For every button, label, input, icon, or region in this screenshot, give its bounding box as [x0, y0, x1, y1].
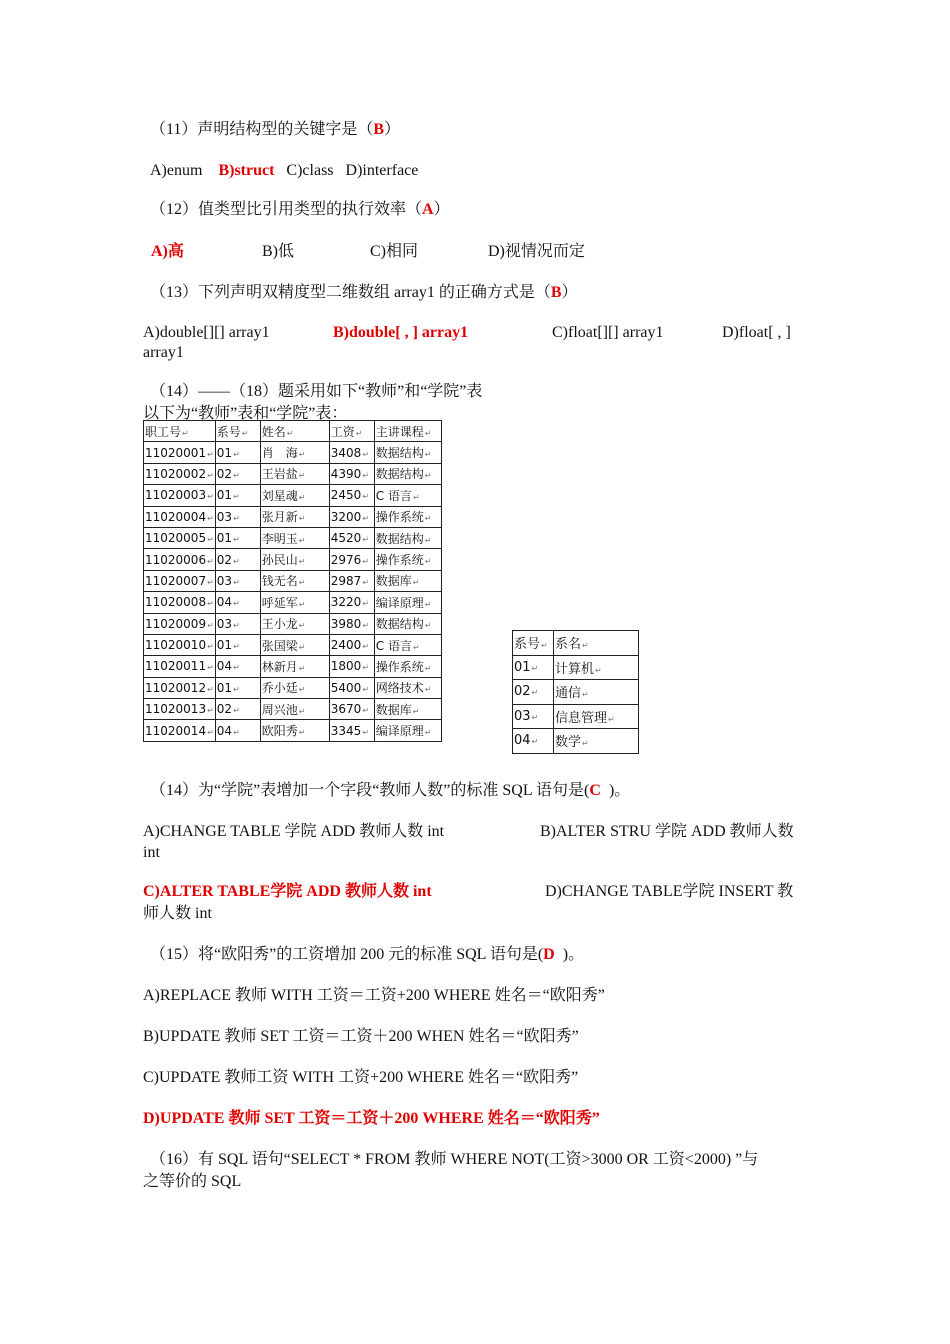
teacher_table-cell: 11020004 ↵ [144, 506, 216, 527]
teacher_table-row [144, 463, 442, 484]
teacher_table-cell: 李明玉 ↵ [260, 527, 329, 548]
q15-option-b: B)UPDATE 教师 SET 工资＝工资＋200 WHEN 姓名＝“欧阳秀” [143, 1028, 579, 1045]
teacher_table-cell: 02 ↵ [215, 463, 260, 484]
teacher_table-row [144, 720, 442, 741]
teacher_table-cell: 张月新 ↵ [260, 506, 329, 527]
teacher_table-cell: 网络技术 ↵ [374, 677, 441, 698]
teacher_table-cell: 周兴池 ↵ [260, 699, 329, 720]
college_table-cell: 计算机 ↵ [554, 655, 639, 680]
teacher_table-cell: 3408 ↵ [329, 442, 374, 463]
teacher_table-row [144, 592, 442, 613]
teacher_table-cell: 数据结构 ↵ [374, 613, 441, 634]
teacher_table-cell: 肖 海 ↵ [260, 442, 329, 463]
intro-line1: （14）——（18）题采用如下“教师”和“学院”表 [150, 383, 483, 400]
teacher_table-row [144, 442, 442, 463]
teacher_table-cell: 03 ↵ [215, 506, 260, 527]
teacher_table-cell: 11020002 ↵ [144, 463, 216, 484]
college_table-cell: 01 ↵ [513, 655, 554, 680]
college_table-header-cell: 系名 ↵ [554, 631, 639, 656]
college_table-row [513, 704, 639, 729]
q16-line2: 之等价的 SQL [143, 1173, 242, 1190]
teacher_table-cell: 编译原理 ↵ [374, 592, 441, 613]
teacher_table-cell: 王岩盐 ↵ [260, 463, 329, 484]
intro-line2: 以下为“教师”表和“学院”表： [143, 405, 348, 422]
teacher_table-cell: 03 ↵ [215, 570, 260, 591]
teacher_table-cell: 数据结构 ↵ [374, 527, 441, 548]
q14-option-a: A)CHANGE TABLE 学院 ADD 教师人数 int [143, 823, 445, 840]
teacher_table-cell: 操作系统 ↵ [374, 506, 441, 527]
q13-option-b: B)double[ , ] array1 [333, 324, 469, 341]
teacher_table-cell: 11020008 ↵ [144, 592, 216, 613]
teacher_table-cell: 刘星魂 ↵ [260, 485, 329, 506]
teacher_table-cell: 11020005 ↵ [144, 527, 216, 548]
q15-option-c: C)UPDATE 教师工资 WITH 工资+200 WHERE 姓名＝“欧阳秀” [143, 1069, 579, 1086]
teacher_table-cell: 4520 ↵ [329, 527, 374, 548]
college_table-cell: 03 ↵ [513, 704, 554, 729]
teacher_table-header-row [144, 421, 442, 442]
q14-option-d-cont: 师人数 int [143, 905, 212, 922]
teacher_table-cell: 01 ↵ [215, 527, 260, 548]
teacher_table-cell: 3980 ↵ [329, 613, 374, 634]
teacher_table-cell: 4390 ↵ [329, 463, 374, 484]
teacher_table-row [144, 570, 442, 591]
teacher_table-cell: 01 ↵ [215, 485, 260, 506]
q12-option-b: B)低 [262, 243, 295, 260]
college-table [512, 630, 639, 754]
teacher_table-cell: 张国梁 ↵ [260, 634, 329, 655]
q12-option-a: A)高 [151, 243, 184, 260]
teacher_table-cell: 数据结构 ↵ [374, 463, 441, 484]
teacher_table-cell: 3670 ↵ [329, 699, 374, 720]
teacher_table-cell: 林新月 ↵ [260, 656, 329, 677]
teacher_table-row [144, 634, 442, 655]
q11-options: A)enum B)struct C)class D)interface [150, 162, 419, 179]
teacher_table-cell: 数据库 ↵ [374, 570, 441, 591]
teacher_table-cell: 11020013 ↵ [144, 699, 216, 720]
teacher_table-cell: 11020001 ↵ [144, 442, 216, 463]
college_table-cell: 04 ↵ [513, 729, 554, 754]
teacher_table-cell: 王小龙 ↵ [260, 613, 329, 634]
teacher_table-row [144, 677, 442, 698]
teacher_table-cell: 01 ↵ [215, 677, 260, 698]
teacher_table-cell: 2987 ↵ [329, 570, 374, 591]
teacher_table-cell: 04 ↵ [215, 656, 260, 677]
teacher_table-row [144, 527, 442, 548]
teacher_table-cell: 操作系统 ↵ [374, 549, 441, 570]
teacher_table-row [144, 506, 442, 527]
teacher_table-cell: 3200 ↵ [329, 506, 374, 527]
q13-option-a: A)double[][] array1 [143, 324, 270, 341]
college_table-row [513, 729, 639, 754]
teacher_table-cell: 11020012 ↵ [144, 677, 216, 698]
q12-option-c: C)相同 [370, 243, 419, 260]
teacher_table-header-cell: 工资 ↵ [329, 421, 374, 442]
teacher-table [143, 420, 442, 742]
teacher_table-cell: 操作系统 ↵ [374, 656, 441, 677]
teacher_table-row [144, 549, 442, 570]
q13-option-c: C)float[][] array1 [552, 324, 664, 341]
college_table-row [513, 680, 639, 705]
teacher_table-header-cell: 姓名 ↵ [260, 421, 329, 442]
teacher_table-cell: 11020010 ↵ [144, 634, 216, 655]
college_table-cell: 数学 ↵ [554, 729, 639, 754]
teacher_table-cell: 1800 ↵ [329, 656, 374, 677]
teacher_table-cell: C 语言 ↵ [374, 485, 441, 506]
q12-stem: （12）值类型比引用类型的执行效率（A） [150, 201, 450, 218]
teacher_table-cell: C 语言 ↵ [374, 634, 441, 655]
teacher_table-header-cell: 主讲课程 ↵ [374, 421, 441, 442]
teacher_table-cell: 01 ↵ [215, 442, 260, 463]
college_table-cell: 02 ↵ [513, 680, 554, 705]
teacher_table-cell: 3220 ↵ [329, 592, 374, 613]
teacher_table-header-cell: 系号 ↵ [215, 421, 260, 442]
q13-option-d-cont: array1 [143, 344, 184, 361]
teacher_table-cell: 乔小廷 ↵ [260, 677, 329, 698]
teacher_table-cell: 04 ↵ [215, 720, 260, 741]
college_table-cell: 通信 ↵ [554, 680, 639, 705]
q13-option-d: D)float[ , ] [722, 324, 791, 341]
q14-option-b-cont: int [143, 844, 160, 861]
q15-option-d: D)UPDATE 教师 SET 工资＝工资＋200 WHERE 姓名＝“欧阳秀” [143, 1110, 600, 1127]
college_table-cell: 信息管理 ↵ [554, 704, 639, 729]
college_table-header-cell: 系号 ↵ [513, 631, 554, 656]
teacher_table-cell: 2976 ↵ [329, 549, 374, 570]
teacher_table-cell: 11020006 ↵ [144, 549, 216, 570]
teacher_table-cell: 02 ↵ [215, 549, 260, 570]
q16-line1: （16）有 SQL 语句“SELECT * FROM 教师 WHERE NOT(工资>3000 OR 工资<2000) ”与 [150, 1151, 759, 1168]
q13-stem: （13）下列声明双精度型二维数组 array1 的正确方式是（B） [150, 284, 578, 301]
college_table-header-row [513, 631, 639, 656]
teacher_table-row [144, 485, 442, 506]
q11-stem: （11）声明结构型的关键字是（B） [150, 121, 401, 138]
teacher_table-cell: 03 ↵ [215, 613, 260, 634]
q14-option-c: C)ALTER TABLE学院 ADD 教师人数 int [143, 883, 432, 900]
q15-option-a: A)REPLACE 教师 WITH 工资＝工资+200 WHERE 姓名＝“欧阳秀” [143, 987, 605, 1004]
q14-stem: （14）为“学院”表增加一个字段“教师人数”的标准 SQL 语句是(C )。 [150, 782, 631, 799]
teacher_table-cell: 钱无名 ↵ [260, 570, 329, 591]
q12-option-d: D)视情况而定 [488, 243, 585, 260]
teacher_table-row [144, 613, 442, 634]
teacher_table-cell: 3345 ↵ [329, 720, 374, 741]
teacher_table-cell: 5400 ↵ [329, 677, 374, 698]
teacher_table-cell: 数据库 ↵ [374, 699, 441, 720]
teacher_table-row [144, 699, 442, 720]
teacher_table-header-cell: 职工号 ↵ [144, 421, 216, 442]
teacher_table-cell: 孙民山 ↵ [260, 549, 329, 570]
teacher_table-cell: 11020009 ↵ [144, 613, 216, 634]
q14-option-b: B)ALTER STRU 学院 ADD 教师人数 [540, 823, 794, 840]
teacher_table-row [144, 656, 442, 677]
q15-stem: （15）将“欧阳秀”的工资增加 200 元的标准 SQL 语句是(D )。 [150, 946, 585, 963]
q14-option-d: D)CHANGE TABLE学院 INSERT 教 [545, 883, 794, 900]
teacher_table-cell: 欧阳秀 ↵ [260, 720, 329, 741]
teacher_table-cell: 11020003 ↵ [144, 485, 216, 506]
teacher_table-cell: 2400 ↵ [329, 634, 374, 655]
teacher_table-cell: 02 ↵ [215, 699, 260, 720]
teacher_table-cell: 2450 ↵ [329, 485, 374, 506]
teacher_table-cell: 04 ↵ [215, 592, 260, 613]
teacher_table-cell: 数据结构 ↵ [374, 442, 441, 463]
teacher_table-cell: 01 ↵ [215, 634, 260, 655]
teacher_table-cell: 11020007 ↵ [144, 570, 216, 591]
teacher_table-cell: 呼延军 ↵ [260, 592, 329, 613]
college_table-row [513, 655, 639, 680]
teacher_table-cell: 11020014 ↵ [144, 720, 216, 741]
teacher_table-cell: 11020011 ↵ [144, 656, 216, 677]
teacher_table-cell: 编译原理 ↵ [374, 720, 441, 741]
